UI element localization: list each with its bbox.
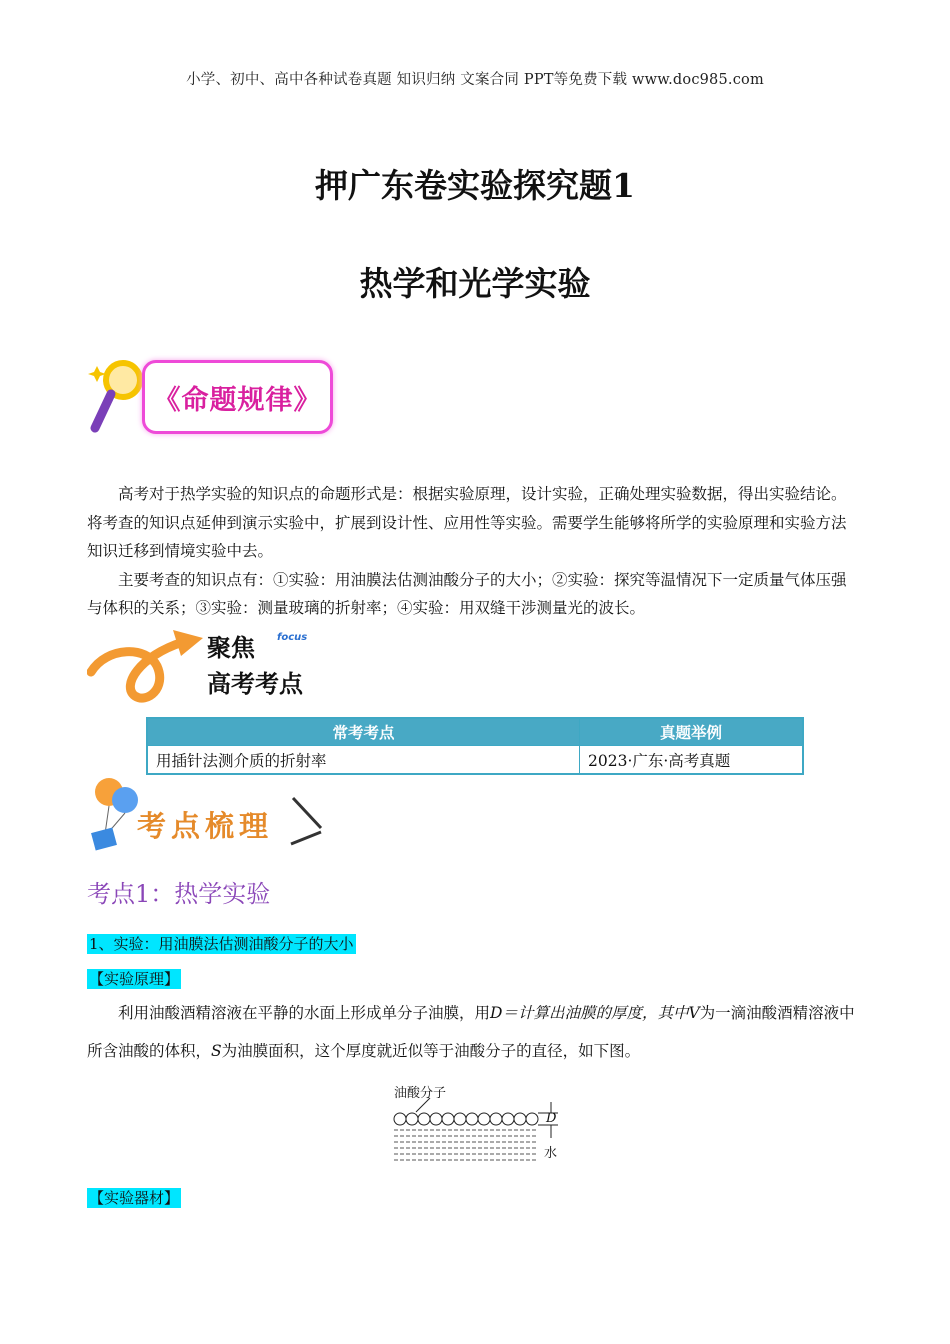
- principle-formula: D＝计算出油膜的厚度，其中V: [490, 1004, 700, 1022]
- oil-film-figure: [388, 1082, 568, 1172]
- intro-paragraph-1: 高考对于热学实验的知识点的命题形式是：根据实验原理，设计实验，正确处理实验数据，得出实验结论。将考查的知识点延伸到演示实验中，扩展到设计性、应用性等实验。需要学生能够将所学的实验原理和实验方法知识迁移到情境实验中去。: [87, 485, 847, 560]
- mingti-frame: [142, 360, 333, 434]
- water-label: 水: [544, 1146, 558, 1161]
- table-cell: 用插针法测介质的折射率: [147, 746, 580, 775]
- principle-text-e: 为油膜面积，这个厚度就近似等于油酸分子的直径，如下图。: [221, 1042, 641, 1060]
- slash-decoration-icon: [287, 794, 327, 854]
- focus-title-bottom: 高考考点: [207, 670, 303, 698]
- principle-text-c: 为一滴油酸酒精溶液中所含油酸的体积，: [87, 1004, 855, 1060]
- principle-var-s: S: [211, 1042, 222, 1060]
- principle-paragraph: [87, 994, 867, 1070]
- kaodian-title: 考点梳理: [137, 809, 274, 843]
- document-subtitle: 热学和光学实验: [359, 264, 591, 303]
- equipment-label-text: 【实验器材】: [89, 1189, 180, 1207]
- table-cell: 2023·广东·高考真题: [580, 746, 804, 775]
- mingti-text: 《命题规律》: [153, 384, 322, 416]
- d-label: D: [546, 1111, 557, 1126]
- table-header-cell: 常考考点: [147, 718, 580, 746]
- focus-banner: [87, 626, 337, 706]
- document-title: 押广东卷实验探究题1: [315, 166, 635, 205]
- focus-title-top: 聚焦: [207, 634, 255, 662]
- table-row: [147, 746, 803, 775]
- intro-block: [87, 480, 859, 623]
- mingti-banner: [87, 352, 333, 436]
- magnifier-icon: [87, 352, 147, 436]
- principle-label: [87, 968, 181, 989]
- kaodian-banner: [87, 774, 327, 854]
- intro-paragraph-2: 主要考查的知识点有：①实验：用油膜法估测油酸分子的大小；②实验：探究等温情况下一定质量气体压强与体积的关系；③实验：测量玻璃的折射率；④实验：用双缝干涉测量光的波长。: [87, 570, 847, 617]
- page-header: 小学、初中、高中各种试卷真题 知识归纳 文案合同 PPT等免费下载 www.doc985.com: [186, 72, 764, 88]
- experiment-item-1: [87, 933, 356, 954]
- balloon-icon: [87, 774, 143, 854]
- table-header-row: [147, 718, 803, 746]
- focus-en: focus: [277, 632, 308, 643]
- molecule-label: 油酸分子: [394, 1086, 447, 1101]
- experiment-item-1-text: 1、实验：用油膜法估测油酸分子的大小: [89, 935, 354, 953]
- principle-label-text: 【实验原理】: [89, 970, 180, 988]
- arrow-swirl-icon: [87, 626, 217, 706]
- equipment-label: [87, 1187, 181, 1208]
- section-heading: 考点1：热学实验: [87, 880, 271, 908]
- principle-text-a: 利用油酸酒精溶液在平静的水面上形成单分子油膜，用: [118, 1004, 491, 1022]
- table-header-cell: 真题举例: [580, 718, 804, 746]
- kaodian-table: [146, 717, 804, 775]
- oil-film-diagram: [388, 1082, 568, 1172]
